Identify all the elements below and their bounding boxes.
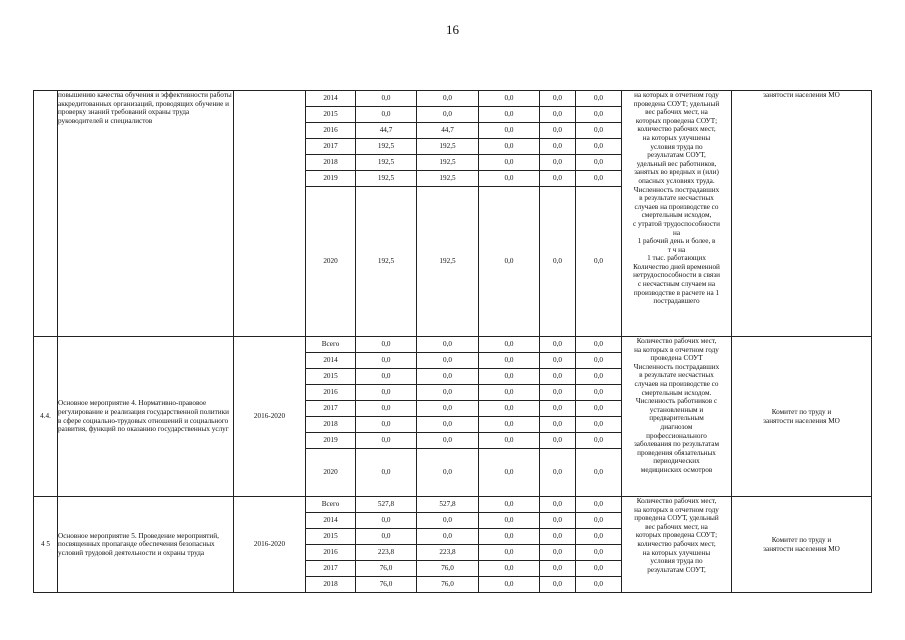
value-cell: 0,0 [540,529,576,545]
value-cell: 0,0 [479,123,540,139]
value-cell: 0,0 [417,337,479,353]
value-cell: 0,0 [540,545,576,561]
value-cell: 0,0 [540,91,576,107]
value-cell: 0,0 [576,497,622,513]
value-cell: 0,0 [479,577,540,593]
value-cell: 0,0 [540,401,576,417]
value-cell: 0,0 [576,561,622,577]
value-cell: 0,0 [356,529,417,545]
table-row [34,91,872,107]
period: 2016-2020 [234,337,306,497]
value-cell: 0,0 [417,353,479,369]
value-cell: 0,0 [417,417,479,433]
year-cell: 2017 [306,561,356,577]
value-cell: 0,0 [417,513,479,529]
year-cell: 2018 [306,417,356,433]
value-cell: 0,0 [540,577,576,593]
value-cell: 0,0 [479,529,540,545]
indicators: Количество рабочих мест, на которых в отчетном году проведена СОУТ, удельный вес рабочих мест, на которых проведена СОУТ; количество рабочих мест, на которых улучшены условия труда по результатам СОУТ, [622,497,732,593]
value-cell: 192,5 [356,139,417,155]
value-cell: 0,0 [540,155,576,171]
table-row [34,337,872,353]
period [234,91,306,337]
value-cell: 0,0 [576,107,622,123]
value-cell: 0,0 [417,369,479,385]
year-cell: 2018 [306,155,356,171]
value-cell: 0,0 [576,139,622,155]
value-cell: 76,0 [356,561,417,577]
value-cell: 192,5 [356,171,417,187]
value-cell: 0,0 [356,513,417,529]
value-cell: 192,5 [417,155,479,171]
period: 2016-2020 [234,497,306,593]
year-cell: Всего [306,337,356,353]
value-cell: 223,8 [417,545,479,561]
value-cell: 0,0 [540,497,576,513]
year-cell: 2014 [306,513,356,529]
value-cell: 192,5 [356,187,417,337]
year-cell: 2019 [306,433,356,449]
value-cell: 0,0 [479,449,540,497]
value-cell: 192,5 [417,139,479,155]
measure-name: Основное мероприятие 4. Нормативно-правовое регулирование и реализация государственной политики в сфере социально-трудовых отношений и социального развития, функций по оказанию государственных услуг [58,337,234,497]
year-cell: 2017 [306,139,356,155]
value-cell: 0,0 [479,155,540,171]
indicators: Количество рабочих мест, на которых в отчетном году проведена СОУТ Численность пострадавших в результате несчастных случаев на производстве со смертельным исходом. Численность работников с установленным и предварительным диагнозом профессионального заболевания по результатам проведения обязательных периодических медицинских осмотров [622,337,732,497]
value-cell: 0,0 [479,561,540,577]
value-cell: 0,0 [417,107,479,123]
value-cell: 0,0 [576,337,622,353]
year-cell: 2015 [306,529,356,545]
value-cell: 0,0 [479,171,540,187]
value-cell: 0,0 [356,337,417,353]
value-cell: 0,0 [576,123,622,139]
value-cell: 0,0 [356,353,417,369]
value-cell: 0,0 [356,433,417,449]
value-cell: 0,0 [479,385,540,401]
value-cell: 0,0 [540,353,576,369]
value-cell: 0,0 [576,513,622,529]
value-cell: 0,0 [540,139,576,155]
value-cell: 0,0 [540,417,576,433]
value-cell: 44,7 [356,123,417,139]
value-cell: 0,0 [576,529,622,545]
value-cell: 0,0 [417,401,479,417]
value-cell: 0,0 [479,353,540,369]
value-cell: 0,0 [417,385,479,401]
value-cell: 0,0 [540,123,576,139]
value-cell: 0,0 [479,545,540,561]
measure-name: Основное мероприятие 5. Проведение мероприятий, посвященных пропаганде обеспечения безопасных условий трудовой деятельности и охраны труда [58,497,234,593]
value-cell: 0,0 [540,171,576,187]
year-cell: 2017 [306,401,356,417]
value-cell: 0,0 [576,353,622,369]
value-cell: 0,0 [576,545,622,561]
value-cell: 0,0 [479,513,540,529]
value-cell: 0,0 [479,337,540,353]
value-cell: 0,0 [356,449,417,497]
value-cell: 527,8 [417,497,479,513]
year-cell: 2015 [306,369,356,385]
value-cell: 0,0 [479,369,540,385]
year-cell: 2014 [306,91,356,107]
indicators: на которых в отчетном году проведена СОУТ; удельный вес рабочих мест, на которых проведена СОУТ; количество рабочих мест, на которых улучшены условия труда по результатам СОУТ, удельный вес работников, занятых во вредных и (или) опасных условиях труда. Численность пострадавших в результате несчастных случаев на производстве со смертельным исходом, с утратой трудоспособности на 1 рабочий день и более, в т ч на 1 тыс. работающих Количество дней временной нетрудоспособности в связи с несчастным случаем на производстве в расчете на 1 пострадавшего [622,91,732,337]
value-cell: 0,0 [479,433,540,449]
value-cell: 0,0 [417,529,479,545]
value-cell: 0,0 [479,187,540,337]
year-cell: 2020 [306,187,356,337]
year-cell: 2016 [306,545,356,561]
value-cell: 44,7 [417,123,479,139]
value-cell: 76,0 [417,577,479,593]
value-cell: 0,0 [576,91,622,107]
page-number: 16 [446,22,459,37]
row-number: 4 5 [34,497,58,593]
value-cell: 76,0 [417,561,479,577]
value-cell: 0,0 [540,385,576,401]
value-cell: 0,0 [540,337,576,353]
measure-name: повышению качества обучения и эффективности работы аккредитованных организаций, проводящих обучение и проверку знаний требований охраны труда руководителей и специалистов [58,91,234,337]
value-cell: 0,0 [576,171,622,187]
value-cell: 0,0 [540,513,576,529]
value-cell: 0,0 [576,433,622,449]
year-cell: 2014 [306,353,356,369]
value-cell: 527,8 [356,497,417,513]
value-cell: 0,0 [356,401,417,417]
year-cell: 2020 [306,449,356,497]
row-number: 4.4. [34,337,58,497]
value-cell: 0,0 [576,369,622,385]
value-cell: 0,0 [479,107,540,123]
value-cell: 0,0 [479,497,540,513]
year-cell: 2019 [306,171,356,187]
value-cell: 192,5 [417,187,479,337]
value-cell: 0,0 [356,91,417,107]
value-cell: 223,8 [356,545,417,561]
value-cell: 0,0 [576,577,622,593]
row-number [34,91,58,337]
value-cell: 0,0 [576,449,622,497]
value-cell: 0,0 [356,369,417,385]
value-cell: 0,0 [576,155,622,171]
value-cell: 0,0 [417,433,479,449]
year-cell: 2018 [306,577,356,593]
value-cell: 0,0 [576,187,622,337]
value-cell: 0,0 [540,561,576,577]
year-cell: 2016 [306,123,356,139]
responsible: Комитет по труду и занятости населения МО [732,337,872,497]
value-cell: 0,0 [540,107,576,123]
value-cell: 0,0 [417,91,479,107]
program-table [33,90,872,593]
value-cell: 0,0 [540,369,576,385]
year-cell: Всего [306,497,356,513]
value-cell: 192,5 [356,155,417,171]
value-cell: 0,0 [576,417,622,433]
value-cell: 0,0 [540,187,576,337]
year-cell: 2015 [306,107,356,123]
value-cell: 0,0 [356,417,417,433]
responsible: Комитет по труду и занятости населения МО [732,497,872,593]
value-cell: 0,0 [479,139,540,155]
value-cell: 0,0 [417,449,479,497]
value-cell: 0,0 [540,433,576,449]
value-cell: 192,5 [417,171,479,187]
value-cell: 0,0 [576,401,622,417]
table-row [34,497,872,513]
responsible: занятости населения МО [732,91,872,337]
year-cell: 2016 [306,385,356,401]
value-cell: 76,0 [356,577,417,593]
value-cell: 0,0 [576,385,622,401]
value-cell: 0,0 [540,449,576,497]
value-cell: 0,0 [479,91,540,107]
value-cell: 0,0 [356,385,417,401]
value-cell: 0,0 [479,401,540,417]
value-cell: 0,0 [356,107,417,123]
value-cell: 0,0 [479,417,540,433]
